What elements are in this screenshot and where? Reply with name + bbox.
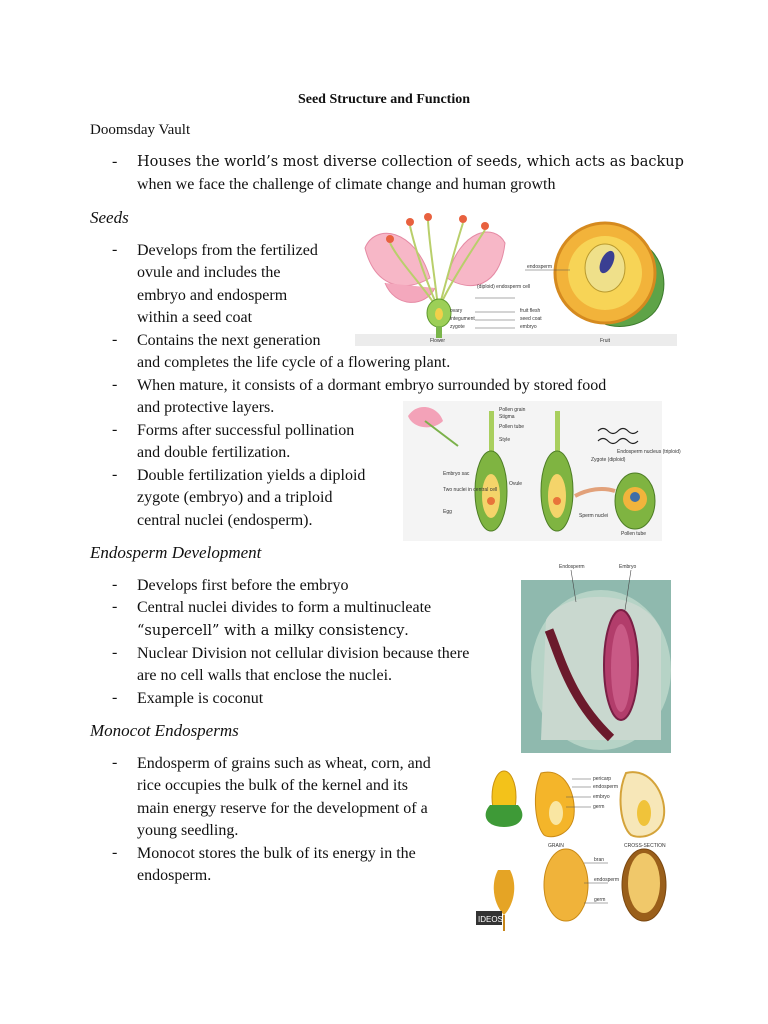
seeds-b1-l2: ovule and includes the — [137, 264, 281, 281]
bullet-dash: - — [112, 576, 118, 593]
mono-b2-l1: Monocot stores the bulk of its energy in the — [137, 845, 416, 862]
bullet-dash: - — [112, 466, 118, 483]
endo-b2-supercell: “supercell” with a milky consistency — [137, 623, 405, 639]
fig3-label: Embryo — [619, 564, 637, 570]
bullet-dash: - — [112, 689, 118, 706]
mono-b1-l4: young seedling. — [137, 822, 239, 839]
fertilization-illustration — [403, 401, 681, 541]
grain-figure — [476, 765, 678, 931]
seeds-b2-l2: and completes the life cycle of a flowering plant. — [137, 354, 451, 371]
endosperm-micrograph — [521, 560, 671, 753]
seeds-b4-l2: and double fertilization. — [137, 444, 291, 461]
seeds-b3-l1: When mature, it consists of a dormant embryo surrounded by stored food — [137, 377, 607, 394]
mono-b1-l2: rice occupies the bulk of the kernel and its — [137, 777, 409, 794]
mono-b2-l2: endosperm. — [137, 867, 212, 884]
endo-heading: Endosperm Development — [90, 543, 262, 562]
seeds-b5-l3: central nuclei (endosperm). — [137, 512, 313, 529]
fertilization-figure — [403, 401, 681, 541]
fig2-label: Pollen tube — [499, 424, 525, 430]
fig2-label: Sperm nuclei — [579, 513, 609, 519]
fig2-label: Pollen tube — [621, 531, 647, 537]
fig2-label: Endosperm nucleus (triploid) — [617, 449, 681, 455]
endo-b3-l1: Nuclear Division not cellular division because there — [137, 645, 470, 662]
fig4-label: germ — [593, 804, 605, 810]
fig4-label: CROSS-SECTION — [624, 843, 666, 849]
bullet-dash: - — [112, 421, 118, 438]
fig1-label: endosperm — [527, 264, 553, 270]
fig3-label: Endosperm — [559, 564, 585, 570]
fig4-label: germ — [594, 897, 606, 903]
fig4-label: GRAIN — [548, 843, 564, 849]
fig1-label: ovary — [450, 308, 463, 314]
page-title: Seed Structure and Function — [297, 92, 471, 107]
vault-bullet-line2: when we face the challenge of climate change and human growth — [137, 176, 556, 193]
mono-b1-l1: Endosperm of grains such as wheat, corn, and — [137, 755, 431, 772]
endo-b2-l1: Central nuclei divides to form a multinucleate — [137, 599, 432, 616]
fig1-label: zygote — [450, 324, 465, 330]
seeds-b1-l1: Develops from the fertilized — [137, 242, 318, 259]
fig4-label: pericarp — [593, 776, 612, 782]
flower-fruit-figure — [355, 208, 677, 346]
bullet-dash: - — [112, 241, 118, 258]
fig1-label: fruit flesh — [520, 308, 541, 314]
fig2-label: Pollen grain — [499, 407, 526, 413]
mono-b1-l3: main energy reserve for the development of a — [137, 800, 428, 817]
flower-fruit-illustration — [355, 208, 677, 346]
fig2-label: Stigma — [499, 414, 515, 420]
seeds-b1-l4: within a seed coat — [137, 309, 253, 326]
vault-heading: Doomsday Vault — [90, 122, 191, 138]
fig2-label: Style — [499, 437, 511, 443]
fig4-watermark: IDEOS — [478, 915, 503, 924]
seeds-b5-l2: zygote (embryo) and a triploid — [137, 489, 333, 506]
fig4-label: embryo — [593, 794, 610, 800]
seeds-heading: Seeds — [90, 208, 129, 227]
fig1-label: seed coat — [520, 316, 542, 322]
bullet-dash: - — [112, 754, 118, 771]
endo-b2-l2 — [137, 620, 408, 643]
endo-b4: Example is coconut — [137, 690, 264, 707]
fig4-label: endosperm — [594, 877, 620, 883]
fig2-label: Zygote (diploid) — [591, 457, 626, 463]
fig1-label: integument — [450, 316, 475, 322]
bullet-dash: - — [112, 376, 118, 393]
seeds-b3-l2: and protective layers. — [137, 399, 275, 416]
fig4-label: endosperm — [593, 784, 619, 790]
bullet-dash: - — [112, 644, 118, 661]
fig2-label: Ovule — [509, 481, 523, 487]
endo-b1: Develops first before the embryo — [137, 577, 349, 594]
bullet-dash: - — [112, 598, 118, 615]
fig1-label: Flower — [430, 338, 446, 344]
micrograph-illustration — [521, 560, 671, 753]
fig2-label: Egg — [443, 509, 452, 515]
seeds-b5-l1: Double fertilization yields a diploid — [137, 467, 366, 484]
fig2-label: Two nuclei in central cell — [443, 487, 498, 493]
bullet-dash: - — [112, 331, 118, 348]
fig1-label: (diploid) endosperm cell — [477, 284, 531, 290]
seeds-b4-l1: Forms after successful pollination — [137, 422, 355, 439]
bullet-dash: - — [112, 153, 118, 170]
seeds-b1-l3: embryo and endosperm — [137, 287, 288, 304]
fig2-label: Embryo sac — [443, 471, 470, 477]
fig4-label: bran — [594, 857, 605, 863]
seeds-b2-l1: Contains the next generation — [137, 332, 321, 349]
mono-heading: Monocot Endosperms — [90, 721, 239, 740]
endo-b3-l2: are no cell walls that enclose the nuclei. — [137, 667, 393, 684]
fig1-label: Fruit — [600, 338, 610, 344]
fig1-label: embryo — [520, 324, 537, 330]
bullet-dash: - — [112, 844, 118, 861]
vault-bullet-line1: Houses the world’s most diverse collection of seeds, which acts as backup — [137, 154, 684, 170]
grain-illustration — [476, 765, 678, 931]
endo-b2-period: . — [404, 622, 409, 639]
